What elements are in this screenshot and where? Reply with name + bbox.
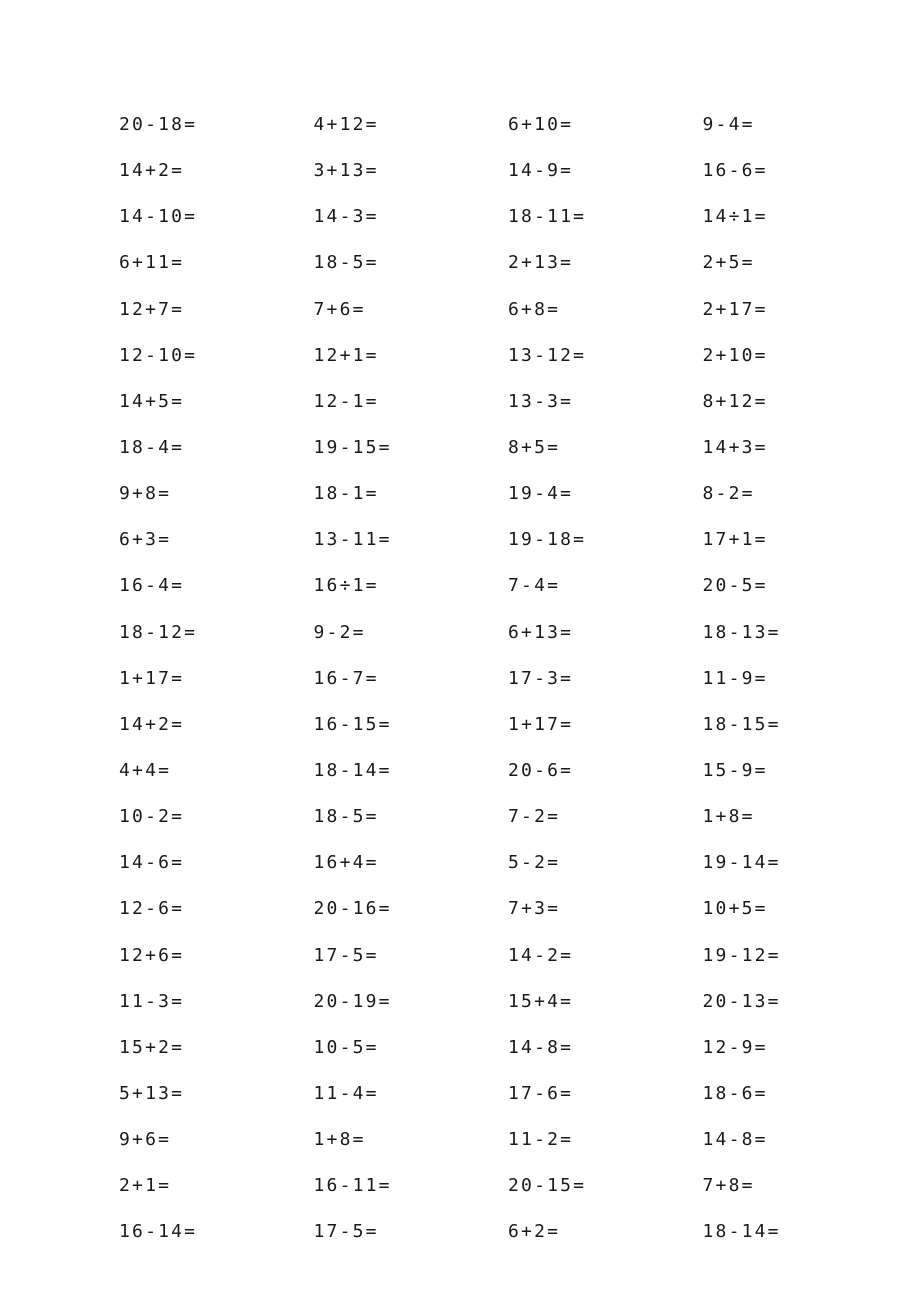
arithmetic-problem: 12-9= (702, 1036, 768, 1058)
arithmetic-problem: 15+4= (508, 990, 574, 1012)
arithmetic-problem: 11-9= (702, 667, 768, 689)
arithmetic-problem: 12+6= (119, 944, 185, 966)
arithmetic-problem: 20-13= (702, 990, 781, 1012)
arithmetic-problem: 18-4= (119, 436, 185, 458)
arithmetic-problem: 18-1= (313, 483, 379, 505)
arithmetic-problem: 16+4= (313, 852, 379, 874)
problem-row (119, 987, 839, 1033)
problem-row (119, 710, 839, 756)
arithmetic-problem: 18-15= (702, 713, 781, 735)
arithmetic-problem: 20-15= (508, 1175, 587, 1197)
arithmetic-problem: 9-4= (702, 114, 755, 135)
arithmetic-problem: 19-14= (702, 852, 781, 874)
arithmetic-problem: 4+4= (119, 759, 172, 781)
arithmetic-problem: 10+5= (702, 898, 768, 920)
arithmetic-problem: 2+1= (119, 1175, 172, 1197)
problem-row (119, 341, 839, 387)
problem-row (119, 110, 839, 156)
arithmetic-problem: 1+17= (119, 667, 185, 689)
arithmetic-problem: 2+5= (702, 252, 755, 274)
arithmetic-problem: 20-18= (119, 114, 198, 135)
arithmetic-problem: 19-18= (508, 529, 587, 551)
arithmetic-problem: 14-10= (119, 206, 198, 228)
arithmetic-problem: 6+3= (119, 529, 172, 551)
arithmetic-problem: 11-4= (313, 1082, 379, 1104)
arithmetic-problem: 14-6= (119, 852, 185, 874)
problem-row (119, 433, 839, 479)
problem-row (119, 248, 839, 294)
problem-row (119, 156, 839, 202)
arithmetic-problem: 7+3= (508, 898, 561, 920)
arithmetic-problem: 12-10= (119, 344, 198, 366)
arithmetic-problem: 16-14= (119, 1221, 198, 1243)
arithmetic-problem: 11-3= (119, 990, 185, 1012)
arithmetic-problem: 16-11= (313, 1175, 392, 1197)
arithmetic-problem: 1+8= (313, 1129, 366, 1151)
arithmetic-problem: 4+12= (313, 114, 379, 135)
arithmetic-problem: 14-3= (313, 206, 379, 228)
arithmetic-problem: 5-2= (508, 852, 561, 874)
arithmetic-problem: 8+12= (702, 390, 768, 412)
arithmetic-worksheet (119, 110, 839, 1264)
arithmetic-problem: 16-7= (313, 667, 379, 689)
arithmetic-problem: 18-6= (702, 1082, 768, 1104)
problem-row (119, 295, 839, 341)
arithmetic-problem: 2+17= (702, 298, 768, 320)
arithmetic-problem: 17-5= (313, 1221, 379, 1243)
arithmetic-problem: 16÷1= (313, 575, 379, 597)
problem-row (119, 202, 839, 248)
arithmetic-problem: 7-2= (508, 806, 561, 828)
arithmetic-problem: 18-11= (508, 206, 587, 228)
arithmetic-problem: 3+13= (313, 160, 379, 182)
arithmetic-problem: 16-4= (119, 575, 185, 597)
arithmetic-problem: 6+13= (508, 621, 574, 643)
arithmetic-problem: 8-2= (702, 483, 755, 505)
problem-row (119, 479, 839, 525)
arithmetic-problem: 10-2= (119, 806, 185, 828)
arithmetic-problem: 1+8= (702, 806, 755, 828)
problem-row (119, 756, 839, 802)
arithmetic-problem: 20-6= (508, 759, 574, 781)
arithmetic-problem: 10-5= (313, 1036, 379, 1058)
arithmetic-problem: 7-4= (508, 575, 561, 597)
arithmetic-problem: 17-5= (313, 944, 379, 966)
arithmetic-problem: 7+6= (313, 298, 366, 320)
problem-row (119, 1171, 839, 1217)
arithmetic-problem: 13-3= (508, 390, 574, 412)
problem-row (119, 941, 839, 987)
arithmetic-problem: 12-1= (313, 390, 379, 412)
arithmetic-problem: 19-15= (313, 436, 392, 458)
arithmetic-problem: 17-3= (508, 667, 574, 689)
arithmetic-problem: 18-5= (313, 806, 379, 828)
arithmetic-problem: 2+10= (702, 344, 768, 366)
arithmetic-problem: 16-6= (702, 160, 768, 182)
problem-row (119, 1217, 839, 1263)
arithmetic-problem: 12-6= (119, 898, 185, 920)
arithmetic-problem: 15+2= (119, 1036, 185, 1058)
arithmetic-problem: 6+8= (508, 298, 561, 320)
arithmetic-problem: 13-12= (508, 344, 587, 366)
arithmetic-problem: 20-5= (702, 575, 768, 597)
arithmetic-problem: 18-14= (702, 1221, 781, 1243)
arithmetic-problem: 19-12= (702, 944, 781, 966)
arithmetic-problem: 14-8= (702, 1129, 768, 1151)
problem-row (119, 1033, 839, 1079)
arithmetic-problem: 15-9= (702, 759, 768, 781)
arithmetic-problem: 18-5= (313, 252, 379, 274)
problem-row (119, 1125, 839, 1171)
arithmetic-problem: 18-14= (313, 759, 392, 781)
arithmetic-problem: 19-4= (508, 483, 574, 505)
arithmetic-problem: 17-6= (508, 1082, 574, 1104)
arithmetic-problem: 18-13= (702, 621, 781, 643)
problem-row (119, 1079, 839, 1125)
arithmetic-problem: 14-8= (508, 1036, 574, 1058)
arithmetic-problem: 14-9= (508, 160, 574, 182)
arithmetic-problem: 14÷1= (702, 206, 768, 228)
arithmetic-problem: 12+1= (313, 344, 379, 366)
problem-row (119, 848, 839, 894)
problem-row (119, 618, 839, 664)
arithmetic-problem: 14+5= (119, 390, 185, 412)
problem-row (119, 664, 839, 710)
arithmetic-problem: 11-2= (508, 1129, 574, 1151)
arithmetic-problem: 7+8= (702, 1175, 755, 1197)
arithmetic-problem: 9+6= (119, 1129, 172, 1151)
arithmetic-problem: 14+2= (119, 160, 185, 182)
problem-row (119, 802, 839, 848)
arithmetic-problem: 2+13= (508, 252, 574, 274)
arithmetic-problem: 1+17= (508, 713, 574, 735)
arithmetic-problem: 14+2= (119, 713, 185, 735)
arithmetic-problem: 9-2= (313, 621, 366, 643)
arithmetic-problem: 14+3= (702, 436, 768, 458)
arithmetic-problem: 18-12= (119, 621, 198, 643)
arithmetic-problem: 17+1= (702, 529, 768, 551)
arithmetic-problem: 20-19= (313, 990, 392, 1012)
arithmetic-problem: 8+5= (508, 436, 561, 458)
arithmetic-problem: 6+2= (508, 1221, 561, 1243)
arithmetic-problem: 5+13= (119, 1082, 185, 1104)
problem-row (119, 894, 839, 940)
arithmetic-problem: 20-16= (313, 898, 392, 920)
arithmetic-problem: 14-2= (508, 944, 574, 966)
arithmetic-problem: 12+7= (119, 298, 185, 320)
problem-row (119, 571, 839, 617)
arithmetic-problem: 16-15= (313, 713, 392, 735)
arithmetic-problem: 6+11= (119, 252, 185, 274)
problem-row (119, 525, 839, 571)
arithmetic-problem: 9+8= (119, 483, 172, 505)
arithmetic-problem: 6+10= (508, 114, 574, 135)
problem-row (119, 387, 839, 433)
arithmetic-problem: 13-11= (313, 529, 392, 551)
